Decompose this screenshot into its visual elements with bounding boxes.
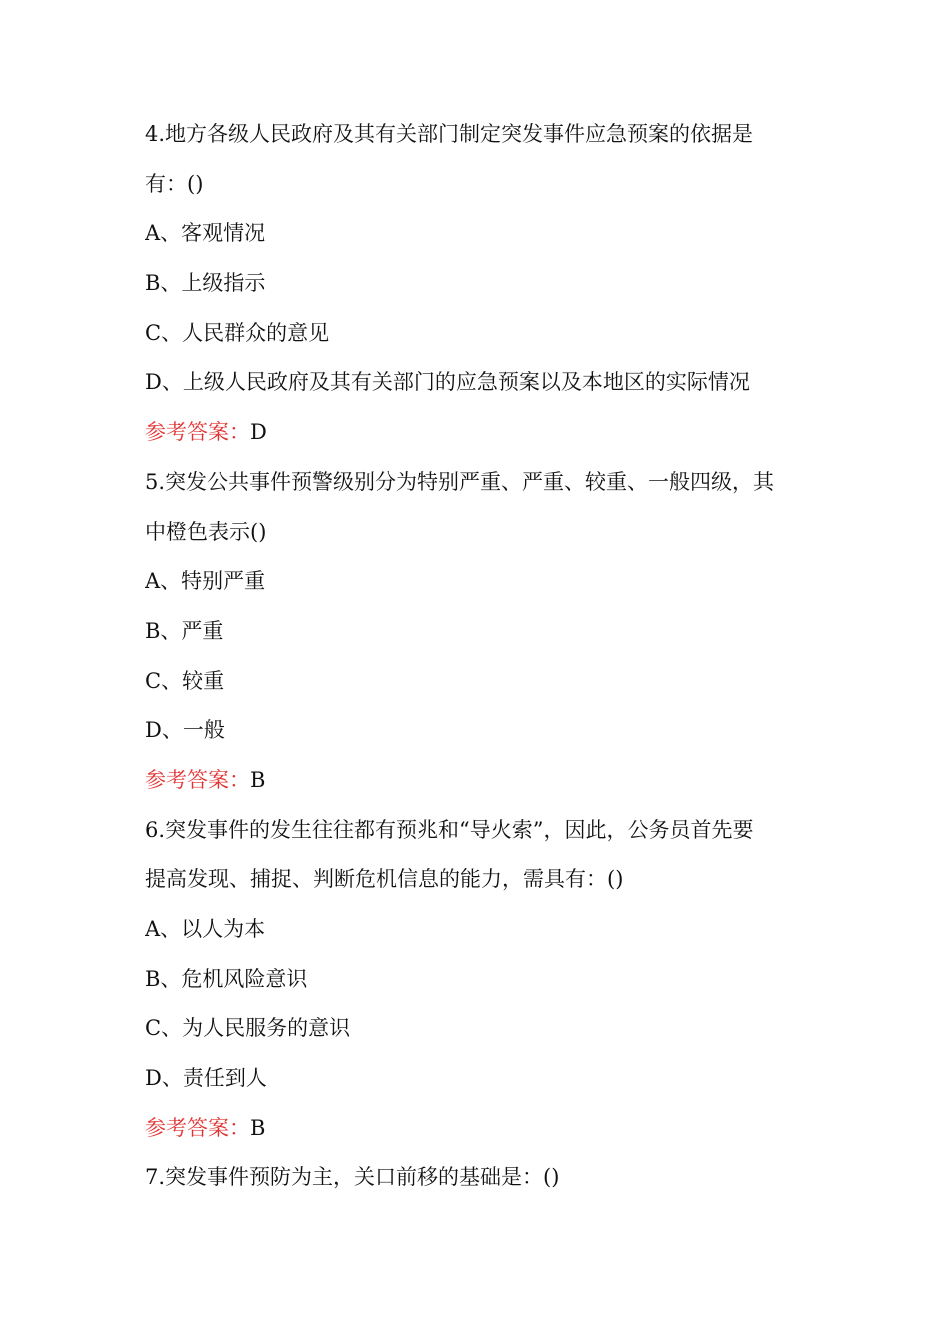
question-6-option-d: D、责任到人	[145, 1066, 267, 1091]
question-6-option-a: A、以人为本	[145, 917, 266, 941]
answer-value: D	[250, 420, 267, 445]
question-4-option-c: C、人民群众的意见	[145, 320, 330, 345]
question-6-option-b: B、危机风险意识	[145, 966, 308, 991]
question-7	[145, 1153, 810, 1203]
question-6-line-1: 6.突发事件的发生往往都有预兆和“导火索”，因此，公务员首先要	[145, 817, 754, 842]
answer-label: 参考答案：	[145, 420, 250, 445]
question-6-line-2: 提高发现、捕捉、判断危机信息的能力，需具有：()	[145, 867, 624, 892]
question-7-line-1: 7.突发事件预防为主，关口前移的基础是：()	[145, 1165, 560, 1190]
question-5-option-c: C、较重	[145, 668, 225, 693]
answer-label: 参考答案：	[145, 767, 250, 792]
question-4-answer	[145, 408, 810, 458]
question-4-line-2: 有：()	[145, 171, 204, 196]
answer-value: B	[250, 1115, 266, 1140]
document-page	[145, 110, 810, 1203]
question-5-option-b: B、严重	[145, 618, 224, 643]
question-5	[145, 458, 810, 806]
question-4	[145, 110, 810, 458]
question-4-option-d: D、上级人民政府及其有关部门的应急预案以及本地区的实际情况	[145, 370, 750, 395]
question-4-option-a: A、客观情况	[145, 221, 266, 246]
question-5-answer	[145, 756, 810, 806]
question-6-answer	[145, 1104, 810, 1154]
question-5-line-2: 中橙色表示()	[145, 519, 267, 544]
answer-label: 参考答案：	[145, 1115, 250, 1140]
question-4-option-b: B、上级指示	[145, 271, 266, 296]
question-5-line-1: 5.突发公共事件预警级别分为特别严重、严重、较重、一般四级，其	[145, 469, 775, 494]
answer-value: B	[250, 767, 266, 792]
question-6	[145, 806, 810, 1154]
question-6-option-c: C、为人民服务的意识	[145, 1016, 351, 1041]
question-5-option-d: D、一般	[145, 718, 225, 743]
question-4-line-1: 4.地方各级人民政府及其有关部门制定突发事件应急预案的依据是	[145, 122, 754, 146]
question-5-option-a: A、特别严重	[145, 569, 266, 594]
